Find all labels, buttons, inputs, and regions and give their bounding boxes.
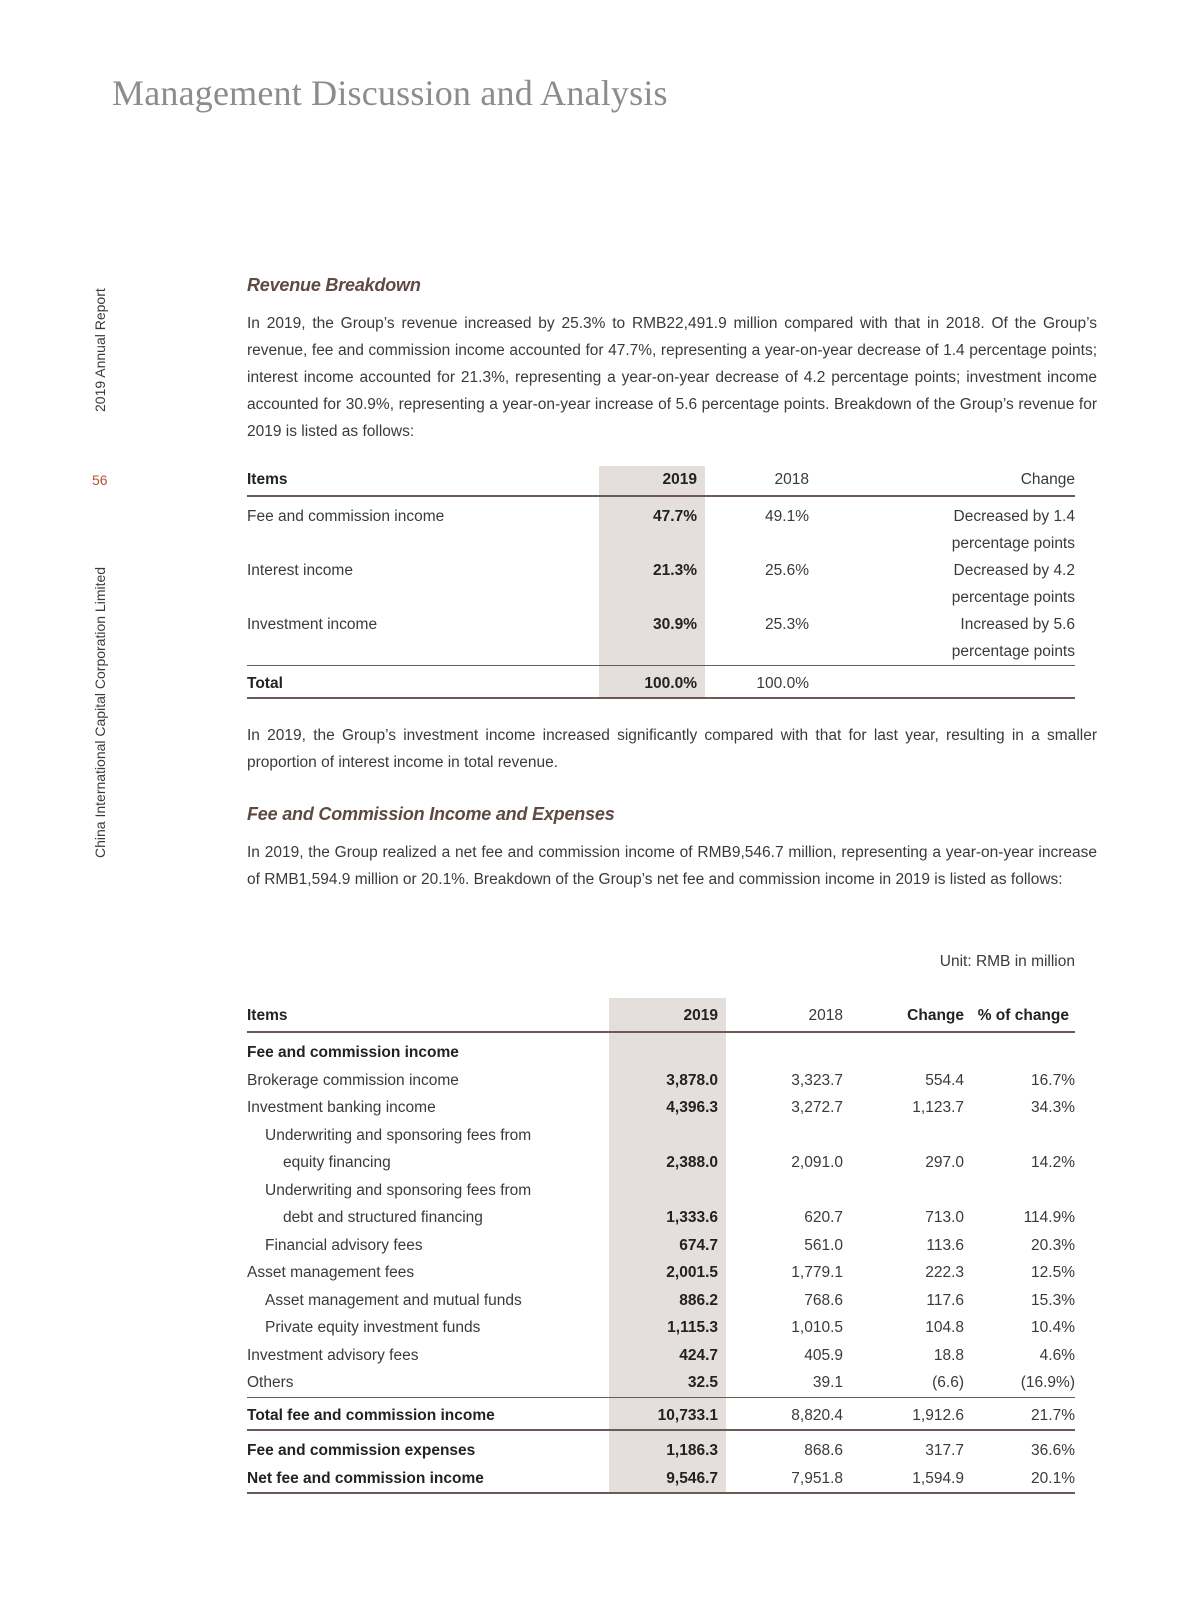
table-row — [247, 1259, 1075, 1287]
table-row-cont — [247, 530, 1075, 557]
cell-change: 1,594.9 — [843, 1465, 964, 1494]
revenue-outro — [247, 722, 1097, 776]
cell-2018: 3,323.7 — [791, 1071, 843, 1089]
cell-change: 18.8 — [933, 1346, 964, 1364]
cell-2019: 1,186.3 — [609, 1430, 726, 1465]
cell-change: 297.0 — [925, 1154, 964, 1171]
col-header-2019: 2019 — [599, 466, 705, 496]
cell-pct-change: 10.4% — [1031, 1319, 1075, 1336]
group-label: Fee and commission income — [247, 1044, 459, 1061]
page-title: Management Discussion and Analysis — [112, 73, 668, 113]
col-header-change: Change — [809, 466, 1075, 496]
row-label: Brokerage commission income — [247, 1071, 459, 1089]
cell-2018: 1,779.1 — [791, 1264, 843, 1281]
row-label: Total — [247, 666, 599, 699]
cell-pct-change: 20.1% — [964, 1465, 1075, 1494]
cell-2018: 2,091.0 — [791, 1154, 843, 1171]
row-label: debt and structured financing — [283, 1209, 483, 1226]
row-label: equity financing — [283, 1154, 391, 1171]
section-heading: Fee and Commission Income and Expenses — [247, 804, 615, 824]
cell-change: 317.7 — [925, 1442, 964, 1459]
net-row — [247, 1465, 1075, 1494]
cell-2019: 886.2 — [609, 1287, 726, 1315]
revenue-table — [247, 466, 1075, 699]
col-header-pct-change: % of change — [964, 998, 1075, 1032]
cell-2019: 2,001.5 — [609, 1259, 726, 1287]
cell-change: 1,912.6 — [843, 1397, 964, 1430]
col-header-items: Items — [247, 998, 609, 1032]
cell-2019: 3,878.0 — [609, 1067, 726, 1095]
group-row — [247, 1032, 1075, 1067]
cell-change: 117.6 — [926, 1291, 964, 1309]
cell-pct-change: 15.3% — [1031, 1291, 1075, 1309]
cell-2019: 9,546.7 — [609, 1465, 726, 1494]
table-row-cont — [247, 1204, 1075, 1232]
row-label: Asset management and mutual funds — [265, 1291, 522, 1309]
row-label: Total fee and commission income — [247, 1397, 609, 1430]
table-row — [247, 1369, 1075, 1397]
row-label: Fee and commission income — [247, 508, 445, 525]
cell-pct-change: 20.3% — [1031, 1236, 1075, 1254]
cell-change: percentage points — [951, 589, 1075, 606]
table-row — [247, 1232, 1075, 1260]
cell-change: 1,123.7 — [912, 1099, 964, 1116]
cell-2018: 7,951.8 — [726, 1465, 843, 1494]
cell-2018: 39.1 — [726, 1369, 843, 1397]
fee-table-wrap — [247, 998, 1075, 1494]
cell-pct-change: 21.7% — [964, 1397, 1075, 1430]
cell-2019: 1,115.3 — [609, 1314, 726, 1342]
row-label: Fee and commission expenses — [247, 1442, 476, 1459]
paragraph: In 2019, the Group’s investment income increased significantly compared with that for last year, resulting in a smaller proportion of interest income in total revenue. — [247, 727, 1097, 771]
row-label: Net fee and commission income — [247, 1465, 609, 1494]
cell-change: 713.0 — [925, 1209, 964, 1226]
table-row-cont — [247, 1149, 1075, 1177]
cell-2019: 47.7% — [599, 496, 705, 530]
cell-2018: 100.0% — [705, 666, 809, 699]
cell-change: Decreased by 4.2 — [953, 562, 1075, 579]
cell-2018: 405.9 — [804, 1346, 843, 1364]
section-heading: Revenue Breakdown — [247, 275, 421, 295]
cell-2018: 561.0 — [804, 1236, 843, 1254]
row-label: Investment banking income — [247, 1099, 436, 1116]
col-header-2018: 2018 — [705, 466, 809, 496]
row-label: Underwriting and sponsoring fees from — [265, 1181, 532, 1199]
cell-2018: 25.3% — [765, 616, 809, 633]
expenses-row — [247, 1430, 1075, 1465]
cell-2018: 8,820.4 — [726, 1397, 843, 1430]
cell-2018: 1,010.5 — [791, 1319, 843, 1336]
table-row — [247, 611, 1075, 638]
table-row — [247, 1342, 1075, 1370]
table-row — [247, 1287, 1075, 1315]
side-rail — [44, 0, 108, 1615]
row-label: Private equity investment funds — [265, 1319, 481, 1336]
cell-change: Decreased by 1.4 — [953, 508, 1075, 525]
cell-change: percentage points — [809, 638, 1075, 666]
cell-pct-change: (16.9%) — [964, 1369, 1075, 1397]
table-row — [247, 1122, 1075, 1150]
row-label: Underwriting and sponsoring fees from — [265, 1126, 532, 1144]
cell-pct-change: 114.9% — [1023, 1209, 1075, 1226]
cell-pct-change: 16.7% — [1031, 1071, 1075, 1089]
col-header-change: Change — [843, 998, 964, 1032]
row-label: Investment advisory fees — [247, 1346, 419, 1364]
company-label: China International Capital Corporation Limited — [92, 566, 108, 858]
cell-2019: 2,388.0 — [609, 1149, 726, 1177]
col-header-items: Items — [247, 466, 599, 496]
cell-2018: 25.6% — [765, 562, 809, 579]
revenue-breakdown-section — [247, 275, 1097, 445]
cell-pct-change: 4.6% — [1039, 1346, 1075, 1364]
cell-change: percentage points — [951, 535, 1075, 552]
cell-2019: 674.7 — [609, 1232, 726, 1260]
row-label: Others — [247, 1369, 609, 1397]
table-row — [247, 496, 1075, 530]
fee-commission-section — [247, 804, 1097, 893]
revenue-table-wrap — [247, 466, 1075, 699]
report-label: 2019 Annual Report — [92, 288, 108, 412]
cell-2019: 424.7 — [609, 1342, 726, 1370]
table-header-row — [247, 466, 1075, 496]
cell-2019: 10,733.1 — [609, 1397, 726, 1430]
cell-2019: 21.3% — [599, 557, 705, 584]
table-row-cont — [247, 584, 1075, 611]
cell-2018: 3,272.7 — [791, 1099, 843, 1116]
paragraph: In 2019, the Group realized a net fee and commission income of RMB9,546.7 million, representing a year-on-year increase of RMB1,594.9 million or 20.1%. Breakdown of the Group’s net fee and commission income in 2019 is listed as follows: — [247, 844, 1097, 888]
paragraph: In 2019, the Group’s revenue increased by 25.3% to RMB22,491.9 million compared with that in 2018. Of the Group’s revenue, fee and commission income accounted for 47.7%, representing a year-on-year decrease of 1.4 percentage points; interest income accounted for 21.3%, representing a year-on-year decrease of 4.2 percentage points; investment income accounted for 30.9%, representing a year-on-year increase of 5.6 percentage points. Breakdown of the Group’s revenue for 2019 is listed as follows: — [247, 315, 1097, 440]
table-header-row — [247, 998, 1075, 1032]
table-row — [247, 557, 1075, 584]
cell-pct-change: 14.2% — [1031, 1154, 1075, 1171]
table-row — [247, 1094, 1075, 1122]
cell-2018: 620.7 — [804, 1209, 843, 1226]
fee-commission-table — [247, 998, 1075, 1494]
col-header-2019: 2019 — [609, 998, 726, 1032]
row-label: Asset management fees — [247, 1264, 415, 1281]
cell-change: 554.4 — [925, 1071, 964, 1089]
cell-2018: 49.1% — [765, 508, 809, 525]
total-row — [247, 1397, 1075, 1430]
cell-pct-change: 36.6% — [1031, 1442, 1075, 1459]
cell-change: 113.6 — [926, 1236, 964, 1254]
cell-change: Increased by 5.6 — [960, 616, 1075, 633]
cell-2019: 1,333.6 — [609, 1204, 726, 1232]
cell-2019: 100.0% — [599, 666, 705, 699]
table-row — [247, 1067, 1075, 1095]
col-header-2018: 2018 — [726, 998, 843, 1032]
total-row — [247, 666, 1075, 699]
row-label: Interest income — [247, 562, 353, 579]
cell-2019: 4,396.3 — [609, 1094, 726, 1122]
cell-pct-change: 12.5% — [1031, 1264, 1075, 1281]
table-row — [247, 1314, 1075, 1342]
table-row — [247, 1177, 1075, 1205]
cell-2018: 768.6 — [804, 1291, 843, 1309]
table-row-cont — [247, 638, 1075, 666]
cell-change: 222.3 — [925, 1264, 964, 1281]
cell-change: 104.8 — [925, 1319, 964, 1336]
unit-note: Unit: RMB in million — [939, 953, 1075, 970]
row-label: Investment income — [247, 616, 378, 633]
cell-pct-change: 34.3% — [1031, 1099, 1075, 1116]
cell-2018: 868.6 — [804, 1442, 843, 1459]
row-label: Financial advisory fees — [265, 1236, 423, 1254]
cell-change: (6.6) — [843, 1369, 964, 1397]
page-number: 56 — [92, 472, 108, 488]
cell-2019: 30.9% — [599, 611, 705, 638]
cell-2019: 32.5 — [609, 1369, 726, 1397]
